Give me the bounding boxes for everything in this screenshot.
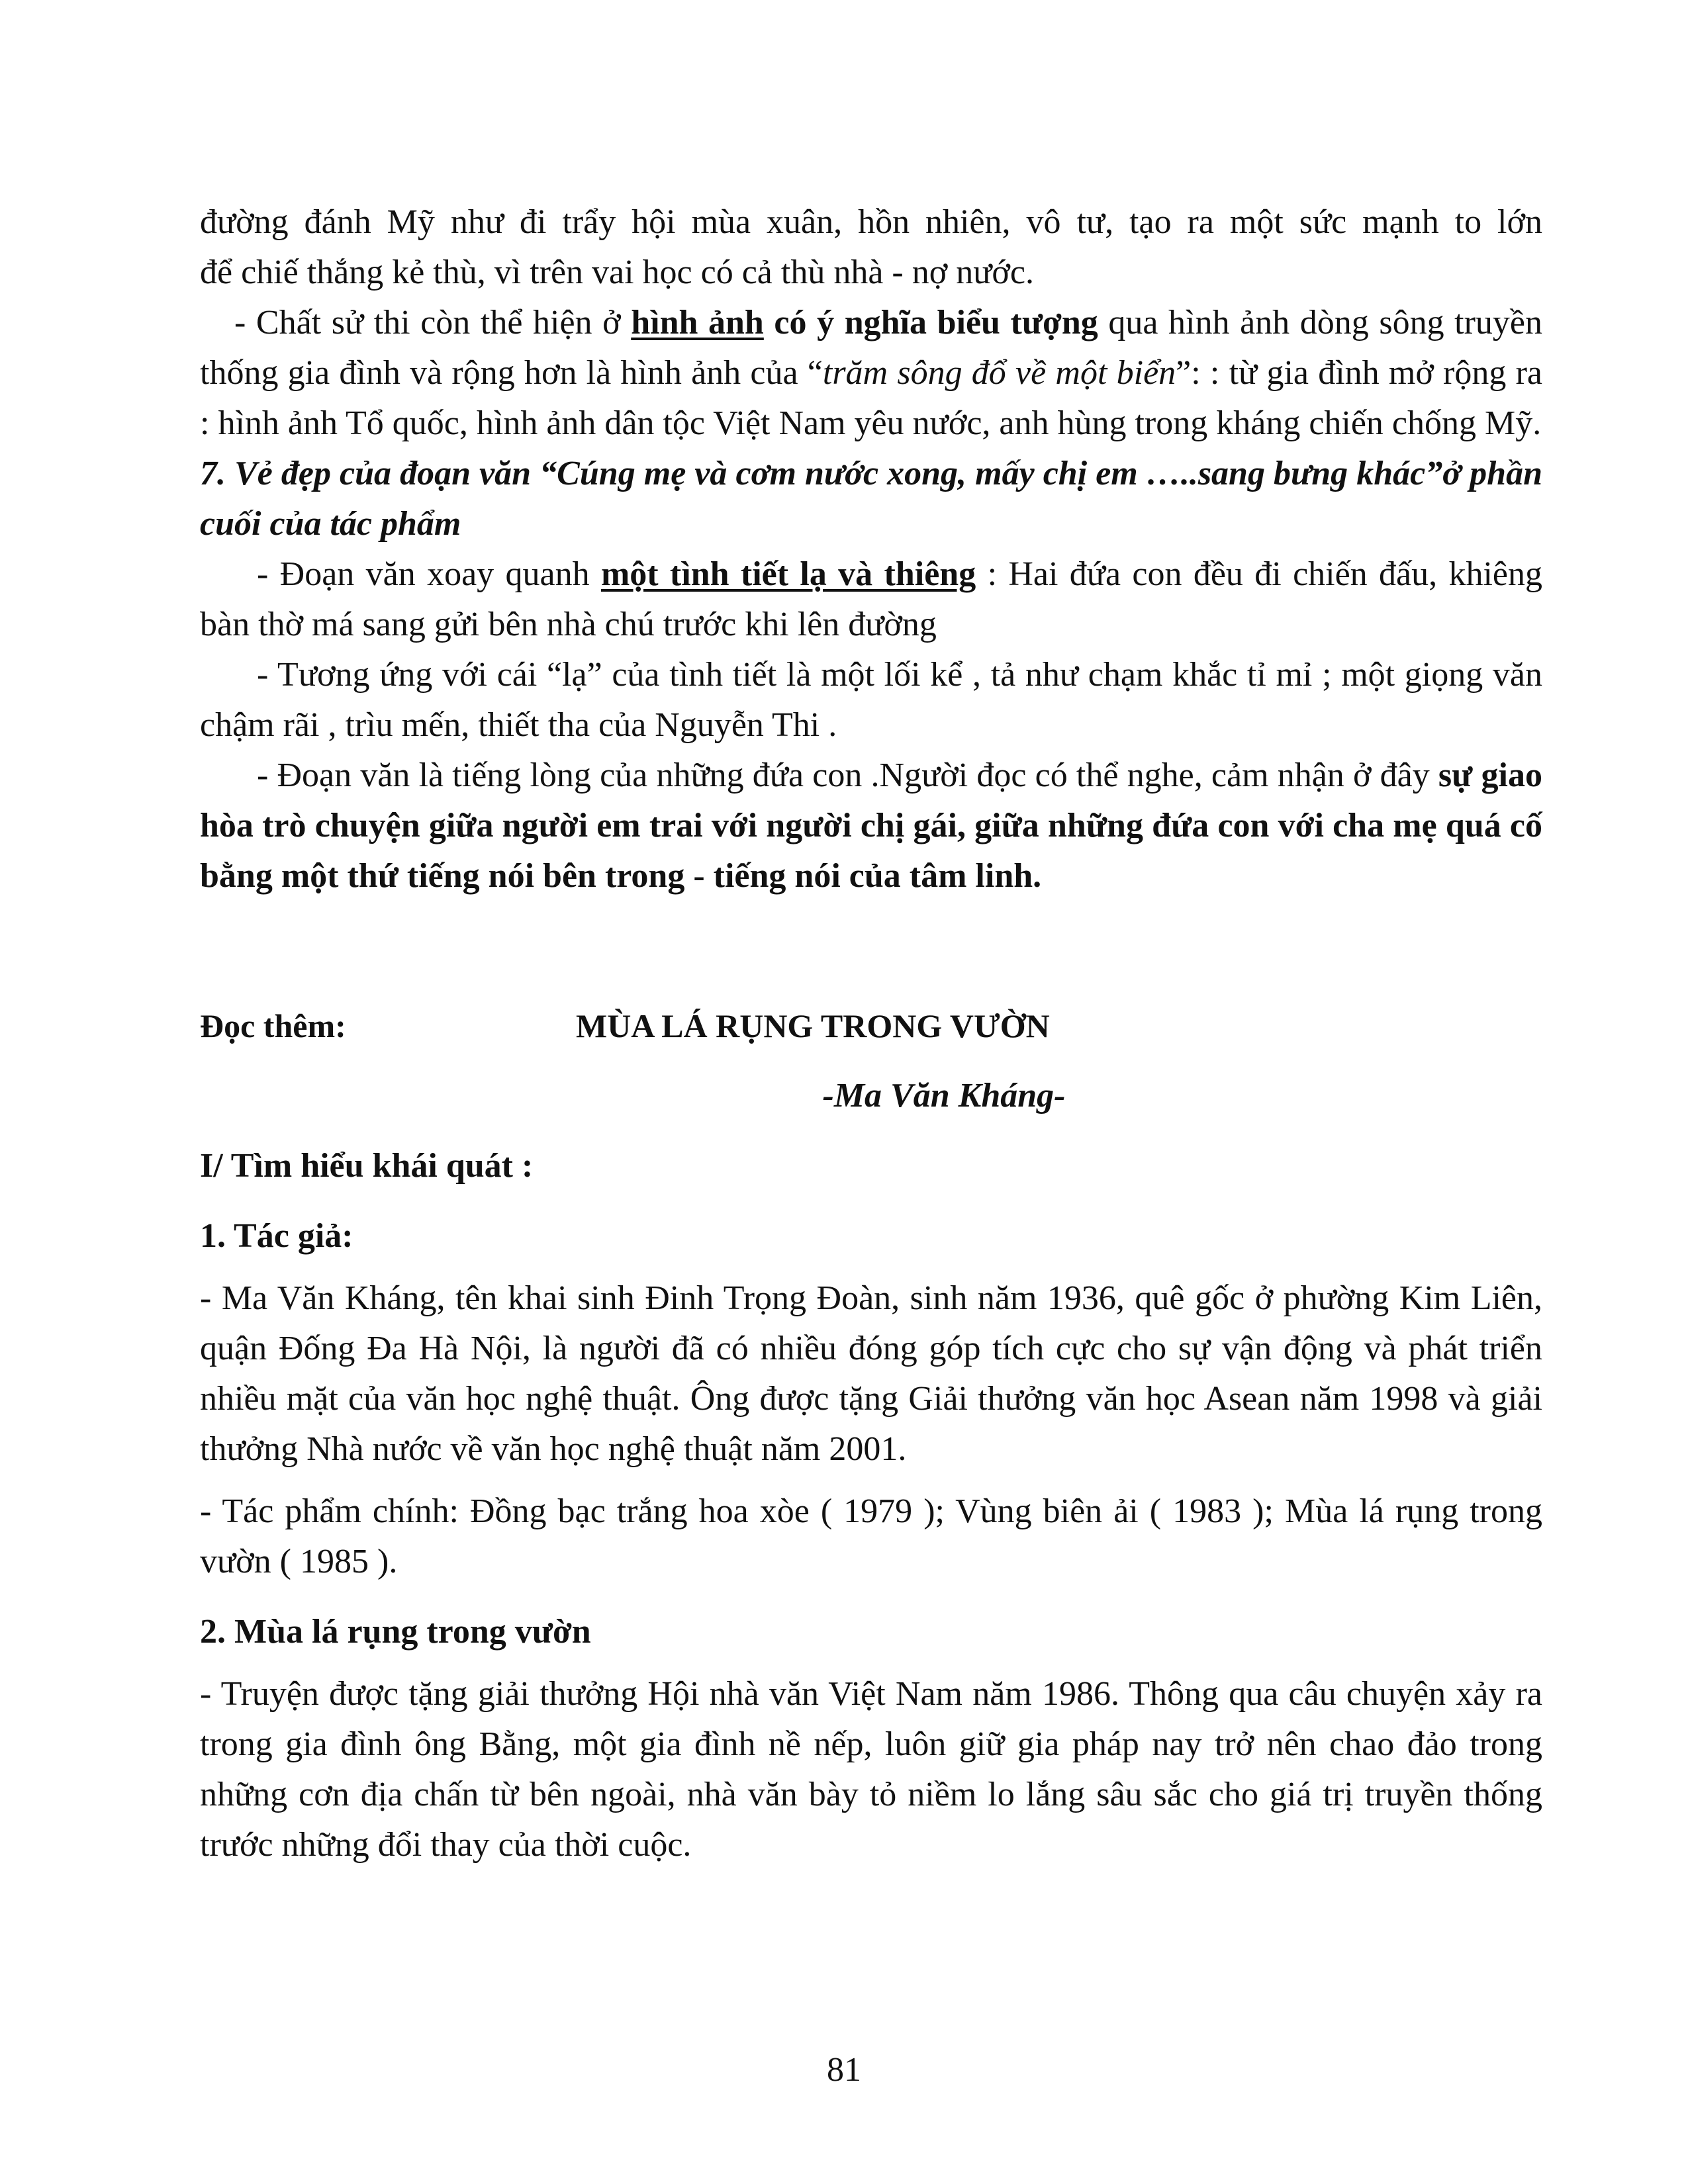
- paragraph-8: - Truyện được tặng giải thưởng Hội nhà văn Việt Nam năm 1986. Thông qua câu chuyện xảy ra trong gia đình ông Bằng, một gia đình nề nếp, luôn giữ gia pháp nay trở nên chao đảo trong những cơn địa chấn từ bên ngoài, nhà văn bày tỏ niềm lo lắng sâu sắc cho giá trị truyền thống trước những đổi thay của thời cuộc.: [200, 1675, 1542, 1864]
- p5-text-a: - Đoạn văn là tiếng lòng của những đứa con .Người đọc có thể nghe, cảm nhận ở đây: [257, 756, 1438, 794]
- author-name: -Ma Văn Kháng-: [822, 1077, 1066, 1115]
- doc-them-title: MÙA LÁ RỤNG TRONG VƯỜN: [576, 1007, 1050, 1044]
- p2-bold-underline: hình ảnh: [631, 304, 764, 341]
- paragraph-5: [200, 751, 1542, 901]
- doc-them-label: Đọc thêm:: [200, 1007, 346, 1044]
- p2-text-f: ”: : từ gia đình mở rộng ra : hình ảnh Tổ quốc, hình ảnh dân tộc Việt Nam yêu nước, anh hùng trong kháng chiến chống Mỹ.: [200, 354, 1542, 442]
- section-1-heading: I/ Tìm hiểu khái quát :: [200, 1147, 534, 1185]
- p2-bold: có ý nghĩa biểu tượng: [763, 304, 1098, 341]
- paragraph-1: [200, 197, 1542, 248]
- subsection-1-heading: 1. Tác giả:: [200, 1217, 353, 1255]
- page-content: [200, 197, 1542, 1870]
- paragraph-1-line-1: đường đánh Mỹ như đi trẩy hội mùa xuân, hồn nhiên, vô tư, tạo ra một sức mạnh to lớn: [200, 203, 1542, 241]
- p2-text-a: - Chất sử thi còn thể hiện ở: [234, 304, 632, 341]
- p2-text-d: qua hình ảnh dòng sông truyền thống gia đình và rộng hơn là hình ảnh của “: [200, 304, 1542, 392]
- p3-bold-underline: một tình tiết lạ và thiêng: [600, 555, 976, 593]
- p3-text-c: : Hai đứa con đều đi chiến đấu, khiêng bàn thờ má sang gửi bên nhà chú trước khi lên đường: [200, 555, 1542, 643]
- paragraph-6: - Ma Văn Kháng, tên khai sinh Đinh Trọng Đoàn, sinh năm 1936, quê gốc ở phường Kim Liên, quận Đống Đa Hà Nội, là người đã có nhiều đóng góp tích cực cho sự vận động và phát triển nhiều mặt của văn học nghệ thuật. Ông được tặng Giải thưởng văn học Asean năm 1998 và giải thưởng Nhà nước về văn học nghệ thuật năm 2001.: [200, 1279, 1542, 1468]
- doc-them-heading: [200, 1001, 1542, 1051]
- paragraph-1-line-2: để chiế thắng kẻ thù, vì trên vai học có cả thù nhà - nợ nước.: [200, 253, 1034, 291]
- heading-7: 7. Vẻ đẹp của đoạn văn “Cúng mẹ và cơm nước xong, mấy chị em …..sang bưng khác”ở phần cuối của tác phẩm: [200, 455, 1542, 543]
- paragraph-3: [200, 549, 1542, 650]
- paragraph-4: - Tương ứng với cái “lạ” của tình tiết là một lối kể , tả như chạm khắc tỉ mỉ ; một giọng văn chậm rãi , trìu mến, thiết tha của Nguyễn Thi .: [200, 656, 1542, 744]
- subsection-2-heading: 2. Mùa lá rụng trong vườn: [200, 1613, 591, 1651]
- p2-italic: trăm sông đổ về một biển: [822, 354, 1176, 392]
- p5-bold: sự giao hòa trò chuyện giữa người em trai với người chị gái, giữa những đứa con với cha mẹ quá cố bằng một thứ tiếng nói bên trong - tiếng nói của tâm linh.: [200, 756, 1542, 895]
- paragraph-7: - Tác phẩm chính: Đồng bạc trắng hoa xòe ( 1979 ); Vùng biên ải ( 1983 ); Mùa lá rụng trong vườn ( 1985 ).: [200, 1492, 1542, 1580]
- paragraph-2: [200, 298, 1542, 449]
- p3-text-a: - Đoạn văn xoay quanh: [257, 555, 601, 593]
- paragraph-1-end: [200, 248, 1542, 298]
- page-number: 81: [827, 2051, 861, 2089]
